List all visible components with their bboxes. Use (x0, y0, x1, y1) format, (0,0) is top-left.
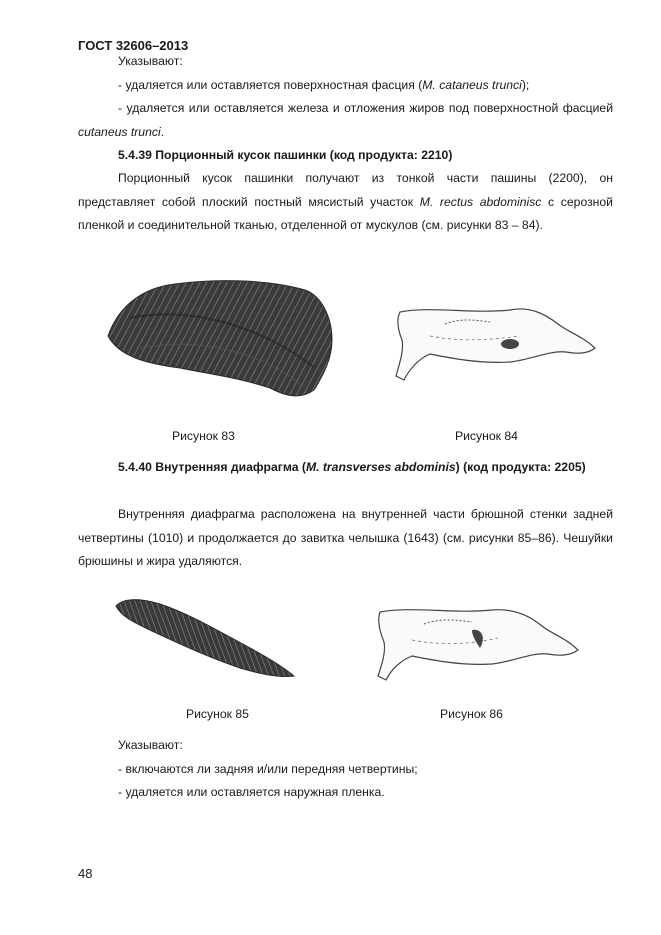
list-item: - удаляется или оставляется железа и отложения жиров под поверхностной фасцией cutaneus trunci. (78, 101, 613, 139)
list-item: - включаются ли задняя и/или передняя четвертины; (118, 762, 418, 776)
section-heading-5-4-40: 5.4.40 Внутренняя диафрагма (M. transverses abdominis) (код продукта: 2205) (118, 460, 586, 474)
indicate-intro: Указывают: (118, 738, 183, 752)
figure-84-caption: Рисунок 84 (455, 429, 518, 443)
figure-86-image (372, 602, 582, 684)
section-heading-5-4-39: 5.4.39 Порционный кусок пашинки (код продукта: 2210) (118, 148, 453, 162)
page-number: 48 (78, 866, 93, 881)
figure-83-image (100, 278, 340, 403)
section-body-5-4-39: Порционный кусок пашинки получают из тонкой части пашины (2200), он представляет собой плоский постный мясистый участок M. rectus abdominisc с серозной пленкой и соединительной тканью, отделенной от мускулов (см. рисунки 83 – 84). (78, 171, 613, 232)
figure-86-caption: Рисунок 86 (440, 707, 503, 721)
section-body-5-4-40: Внутренняя диафрагма расположена на внутренней части брюшной стенки задней четвертины (1010) и продолжается до завитка челышка (1643) (см. рисунки 85–86). Чешуйки брюшины и жира удаляются. (78, 507, 613, 568)
figure-84-image (390, 296, 600, 386)
figure-83-caption: Рисунок 83 (172, 429, 235, 443)
indicate-intro: Указывают: (118, 54, 183, 68)
list-item: - удаляется или оставляется поверхностная фасция (M. cataneus trunci); (118, 78, 530, 92)
document-header: ГОСТ 32606–2013 (78, 38, 189, 53)
figure-85-image (110, 592, 300, 684)
figure-85-caption: Рисунок 85 (186, 707, 249, 721)
list-item: - удаляется или оставляется наружная пленка. (118, 785, 385, 799)
